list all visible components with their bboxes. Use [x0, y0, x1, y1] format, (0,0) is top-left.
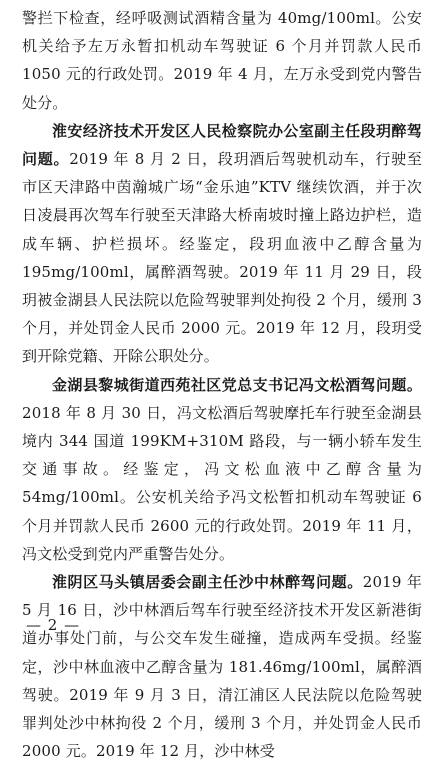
intro-paragraph-text: 警拦下检查，经呼吸测试酒精含量为 40mg/100ml。公安机关给予左万永暂扣机动车驾驶证 6 个月并罚款人民币 1050 元的行政处罚。2019 年 4 月，左万永受到党内警告处分。: [22, 9, 422, 112]
case-paragraph-duan-yue: [22, 117, 422, 371]
document-body: [22, 4, 422, 765]
case-body: 2019 年 5 月 16 日，沙中林酒后驾车行驶至经济技术开发区新港街道办事处门前，与公交车发生碰撞，造成两车受损。经鉴定，沙中林血液中乙醇含量为 181.46mg/100ml，属醉酒驾驶。2019 年 9 月 3 日，清江浦区人民法院以危险驾驶罪判处沙中林拘役 2 个月，缓刑 3 个月，并处罚金人民币 2000 元。2019 年 12 月，沙中林受: [22, 573, 422, 761]
page-number: — 2 —: [26, 616, 81, 634]
case-heading: 淮阴区马头镇居委会副主任沙中林醉驾问题。: [52, 573, 363, 592]
intro-paragraph: [22, 4, 422, 117]
case-heading: 淮安经济技术开发区人民检察院办公室副主任段玥醉驾问题。: [22, 121, 422, 169]
case-paragraph-feng-wensong: [22, 371, 422, 568]
case-body: 2019 年 8 月 2 日，段玥酒后驾驶机动车，行驶至市区天津路中茵瀚城广场“金乐迪”KTV 继续饮酒，并于次日凌晨再次驾车行驶至天津路大桥南坡时撞上路边护栏，造成车辆、护栏损坏。经鉴定，段玥血液中乙醇含量为 195mg/100ml，属醉酒驾驶。2019 年 11 月 29 日，段玥被金湖县人民法院以危险驾驶罪判处拘役 2 个月，缓刑 3 个月，并处罚金人民币 2000 元。2019 年 12 月，段玥受到开除党籍、开除公职处分。: [22, 150, 422, 366]
case-heading: 金湖县黎城街道西苑社区党总支书记冯文松酒驾问题。: [52, 375, 422, 394]
case-body: 2018 年 8 月 30 日，冯文松酒后驾驶摩托车行驶至金湖县境内 344 国道 199KM+310M 路段，与一辆小轿车发生交通事故。经鉴定，冯文松血液中乙醇含量为 54mg/100ml。公安机关给予冯文松暂扣机动车驾驶证 6 个月并罚款人民币 2600 元的行政处罚。2019 年 11 月，冯文松受到党内严重警告处分。: [22, 403, 422, 563]
case-paragraph-sha-zhonglin: [22, 568, 422, 765]
